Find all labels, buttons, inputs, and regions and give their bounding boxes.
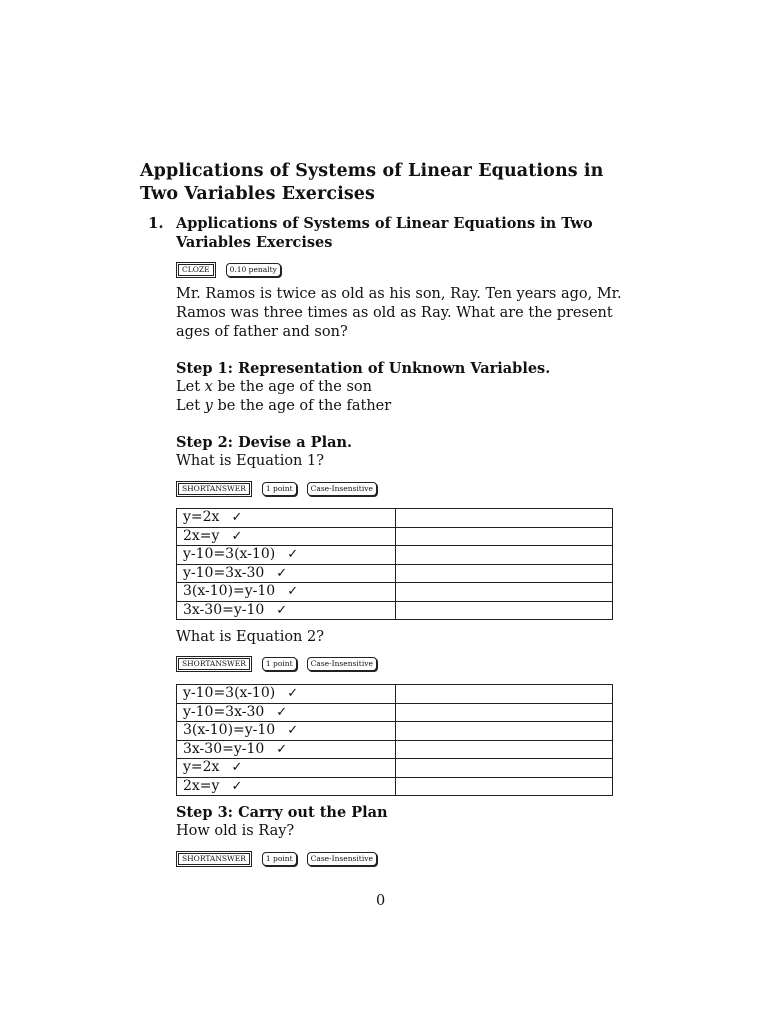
feedback-cell — [395, 740, 612, 759]
feedback-cell — [395, 759, 612, 778]
answer-row — [177, 703, 613, 722]
answer-cell — [177, 546, 396, 565]
equation1-answers-table — [176, 508, 613, 620]
feedback-cell — [395, 685, 612, 704]
answer-text: 3x-30=y-10 — [183, 740, 265, 757]
points-badge: 1 point — [262, 657, 297, 671]
answer-row — [177, 759, 613, 778]
answer-text: 2x=y — [183, 777, 220, 794]
answer-row — [177, 527, 613, 546]
answer-text: y-10=3x-30 — [183, 564, 265, 581]
ray-age-question: How old is Ray? — [176, 823, 295, 839]
feedback-cell — [395, 509, 612, 528]
answer-text: y=2x — [183, 759, 220, 776]
answer-text: y-10=3(x-10) — [183, 546, 276, 563]
checkmark-icon: ✓ — [287, 723, 299, 739]
question-type-badge: SHORTANSWER — [176, 851, 252, 867]
checkmark-icon: ✓ — [287, 547, 299, 563]
answer-text: 2x=y — [183, 527, 220, 544]
feedback-cell — [395, 777, 612, 796]
answer-text: y-10=3(x-10) — [183, 685, 276, 702]
checkmark-icon: ✓ — [276, 741, 288, 757]
checkmark-icon: ✓ — [287, 584, 299, 600]
document-title: Applications of Systems of Linear Equations in Two Variables Exercises — [140, 161, 604, 204]
question-prompt: Mr. Ramos is twice as old as his son, Ray. Ten years ago, Mr. Ramos was three times as old as Ray. What are the present ages of father and son? — [176, 286, 622, 340]
step1-line2: Let y be the age of the father — [176, 398, 392, 414]
answer-cell — [177, 601, 396, 620]
points-badge: 1 point — [262, 482, 297, 496]
answer-cell — [177, 527, 396, 546]
equation2-question: What is Equation 2? — [176, 629, 325, 645]
feedback-cell — [395, 527, 612, 546]
answer-text: y-10=3x-30 — [183, 703, 265, 720]
checkmark-icon: ✓ — [231, 778, 243, 794]
answer-text: y=2x — [183, 509, 220, 526]
answer-row — [177, 685, 613, 704]
checkmark-icon: ✓ — [287, 686, 299, 702]
page-number: 0 — [376, 893, 386, 909]
ray-age-tags — [176, 851, 377, 867]
equation1-question: What is Equation 1? — [176, 453, 325, 469]
feedback-cell — [395, 546, 612, 565]
case-badge: Case-Insensitive — [307, 657, 377, 671]
checkmark-icon: ✓ — [276, 602, 288, 618]
answer-row — [177, 722, 613, 741]
step3-heading: Step 3: Carry out the Plan — [176, 804, 388, 821]
points-badge: 1 point — [262, 852, 297, 866]
answer-row — [177, 509, 613, 528]
question-title: Applications of Systems of Linear Equations in Two Variables Exercises — [176, 215, 593, 251]
case-badge: Case-Insensitive — [307, 852, 377, 866]
equation2-answers-table — [176, 684, 613, 796]
case-badge: Case-Insensitive — [307, 482, 377, 496]
feedback-cell — [395, 583, 612, 602]
step1-heading: Step 1: Representation of Unknown Variables. — [176, 360, 551, 377]
cloze-tags — [176, 262, 281, 278]
checkmark-icon: ✓ — [231, 510, 243, 526]
answer-cell — [177, 759, 396, 778]
answer-cell — [177, 583, 396, 602]
checkmark-icon: ✓ — [276, 565, 288, 581]
question-type-badge: CLOZE — [176, 262, 216, 278]
equation1-tags — [176, 481, 377, 497]
answer-cell — [177, 685, 396, 704]
answer-row — [177, 564, 613, 583]
feedback-cell — [395, 601, 612, 620]
step1-line1: Let x be the age of the son — [176, 379, 372, 395]
question-type-badge: SHORTANSWER — [176, 656, 252, 672]
answer-text: 3(x-10)=y-10 — [183, 583, 276, 600]
answer-row — [177, 583, 613, 602]
step2-heading: Step 2: Devise a Plan. — [176, 434, 353, 451]
checkmark-icon: ✓ — [231, 528, 243, 544]
feedback-cell — [395, 722, 612, 741]
answer-text: 3x-30=y-10 — [183, 601, 265, 618]
answer-cell — [177, 509, 396, 528]
answer-cell — [177, 703, 396, 722]
equation2-tags — [176, 656, 377, 672]
answer-cell — [177, 722, 396, 741]
feedback-cell — [395, 564, 612, 583]
question-type-badge: SHORTANSWER — [176, 481, 252, 497]
checkmark-icon: ✓ — [231, 760, 243, 776]
answer-text: 3(x-10)=y-10 — [183, 722, 276, 739]
checkmark-icon: ✓ — [276, 704, 288, 720]
answer-cell — [177, 564, 396, 583]
answer-row — [177, 601, 613, 620]
answer-row — [177, 777, 613, 796]
answer-row — [177, 740, 613, 759]
penalty-badge: 0.10 penalty — [226, 263, 281, 277]
feedback-cell — [395, 703, 612, 722]
answer-cell — [177, 777, 396, 796]
question-number: 1. — [148, 214, 164, 232]
answer-cell — [177, 740, 396, 759]
answer-row — [177, 546, 613, 565]
